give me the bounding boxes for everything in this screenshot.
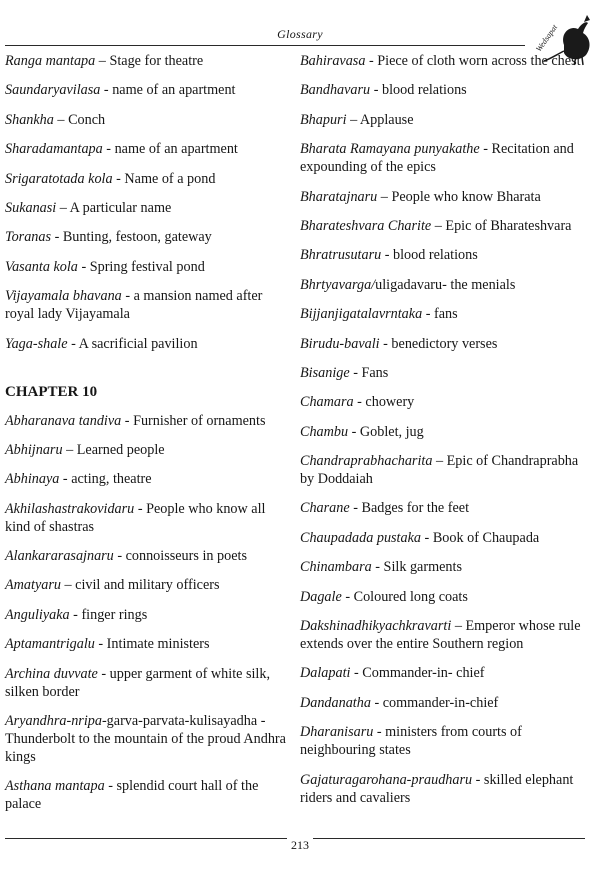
glossary-entry: Bharata Ramayana punyakathe - Recitation and expounding of the epics	[300, 141, 574, 176]
glossary-entry: Gajaturagarohana-praudharu - skilled elephant riders and cavaliers	[300, 771, 574, 806]
glossary-entry: Bandhavaru - blood relations	[300, 82, 467, 99]
glossary-entry: Amatyaru – civil and military officers	[5, 577, 220, 594]
glossary-entry: Aryandhra-nripa-garva-parvata-kulisayadha - Thunderbolt to the mountain of the proud Andhra kings	[5, 713, 286, 766]
glossary-entry: Abharanava tandiva - Furnisher of ornaments	[5, 412, 266, 429]
glossary-entry: Bhrtyavarga/uligadavaru- the menials	[300, 276, 516, 293]
left-column	[5, 52, 290, 825]
right-column	[300, 52, 590, 818]
glossary-entry: Bharateshvara Charite – Epic of Bharateshvara	[300, 217, 572, 234]
glossary-entry: Bisanige - Fans	[300, 364, 389, 381]
glossary-entry: Birudu-bavali - benedictory verses	[300, 335, 498, 352]
glossary-entry: Toranas - Bunting, festoon, gateway	[5, 229, 212, 246]
glossary-entry: Akhilashastrakovidaru - People who know all kind of shastras	[5, 500, 266, 535]
glossary-entry: Dandanatha - commander-in-chief	[300, 694, 499, 711]
glossary-entry: Ranga mantapa – Stage for theatre	[5, 53, 204, 69]
glossary-entry: Shankha – Conch	[5, 111, 106, 128]
glossary-entry: Chinambara - Silk garments	[300, 559, 462, 576]
glossary-entry: Bharatajnaru – People who know Bharata	[300, 188, 541, 205]
glossary-entry: Srigaratotada kola - Name of a pond	[5, 170, 216, 187]
glossary-entry: Bhratrusutaru - blood relations	[300, 247, 478, 264]
glossary-entry: Chaupadada pustaka - Book of Chaupada	[300, 529, 540, 546]
glossary-entry: Chamara - chowery	[300, 394, 415, 411]
glossary-entry: Aptamantrigalu - Intimate ministers	[5, 636, 210, 653]
glossary-entry: Dakshinadhikyachkravarti – Emperor whose rule extends over the entire Southern region	[300, 618, 581, 653]
glossary-entry: Alankararasajnaru - connoisseurs in poets	[5, 548, 247, 565]
glossary-entry: Anguliyaka - finger rings	[5, 606, 148, 623]
chapter-heading: CHAPTER 10	[5, 383, 98, 400]
glossary-entry: Abhijnaru – Learned people	[5, 441, 165, 458]
glossary-entry: Bhapuri – Applause	[300, 111, 414, 128]
glossary-entry: Bahiravasa - Piece of cloth worn across the chest	[300, 53, 581, 69]
page-number-label: 213	[287, 838, 313, 852]
glossary-entry: Dharanisaru - ministers from courts of neighbouring states	[300, 724, 522, 759]
glossary-entry: Archina duvvate - upper garment of white silk, silken border	[5, 665, 271, 700]
glossary-entry: Asthana mantapa - splendid court hall of the palace	[5, 778, 259, 813]
glossary-entry: Abhinaya - acting, theatre	[5, 471, 152, 488]
glossary-entry: Bijjanjigatalavrntaka - fans	[300, 306, 458, 323]
logo-lettering: Wedsapat	[534, 22, 560, 54]
glossary-entry: Vijayamala bhavana - a mansion named after royal lady Vijayamala	[5, 288, 263, 323]
glossary-entry: Saundaryavilasa - name of an apartment	[5, 82, 236, 99]
glossary-entry: Sukanasi – A particular name	[5, 199, 172, 216]
glossary-entry: Dagale - Coloured long coats	[300, 588, 468, 605]
glossary-entry: Vasanta kola - Spring festival pond	[5, 258, 205, 275]
running-header-title: Glossary	[277, 27, 323, 41]
glossary-entry: Chambu - Goblet, jug	[300, 423, 424, 440]
page-number	[0, 838, 600, 853]
glossary-entry: Dalapati - Commander-in- chief	[300, 665, 485, 682]
header-rule	[5, 45, 525, 46]
glossary-entry: Yaga-shale - A sacrificial pavilion	[5, 335, 198, 352]
glossary-entry: Charane - Badges for the feet	[300, 500, 470, 517]
glossary-entry: Sharadamantapa - name of an apartment	[5, 141, 238, 158]
glossary-entry: Chandraprabhacharita – Epic of Chandraprabha by Doddaiah	[300, 453, 579, 488]
